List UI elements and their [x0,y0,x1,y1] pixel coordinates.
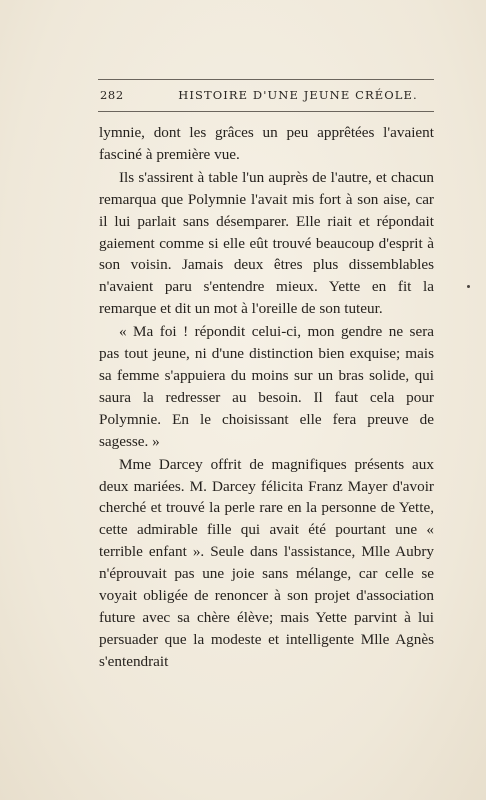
paragraph-2: Ils s'assirent à table l'un auprès de l'autre, et chacun remarqua que Polymnie l'avait mis fort à son aise, car il lui parlait sans désemparer. Elle riait et répondait gaiement comme si elle eût trouvé beaucoup d'esprit à son voisin. Jamais deux êtres plus dissemblables n'avaient paru s'entendre mieux. Yette en fit la remarque et dit un mot à l'oreille de son tuteur. [99,168,434,318]
body-text [99,122,434,673]
header-rule-top [98,79,434,80]
paragraph-4: Mme Darcey offrit de magnifiques présents aux deux mariées. M. Darcey félicita Franz Mayer d'avoir cherché et trouvé la perle rare en la personne de Yette, cette admirable fille qui avait été pourtant une « terrible enfant ». Seule dans l'assistance, Mlle Aubry n'éprouvait pas une joie sans mélange, car celle se voyait obligée de renoncer à son projet d'association future avec sa chère élève; mais Yette parvint à lui persuader que la modeste et intelligente Mlle Agnès s'entendrait [99,455,434,670]
running-header [98,88,434,106]
page-number: 282 [100,88,124,102]
header-rule-bottom [98,111,434,112]
paper-speck [467,285,470,288]
running-title: HISTOIRE D'UNE JEUNE CRÉOLE. [178,88,418,102]
paragraph-3: « Ma foi ! répondit celui-ci, mon gendre ne sera pas tout jeune, ni d'une distinction bien exquise; mais sa femme s'appuiera du moins sur un bras solide, qui saura la redresser au besoin. Il faut cela pour Polymnie. En le choisissant elle fera preuve de sagesse. » [99,323,434,450]
paragraph-1: lymnie, dont les grâces un peu apprêtées l'avaient fasciné à première vue. [99,124,434,163]
